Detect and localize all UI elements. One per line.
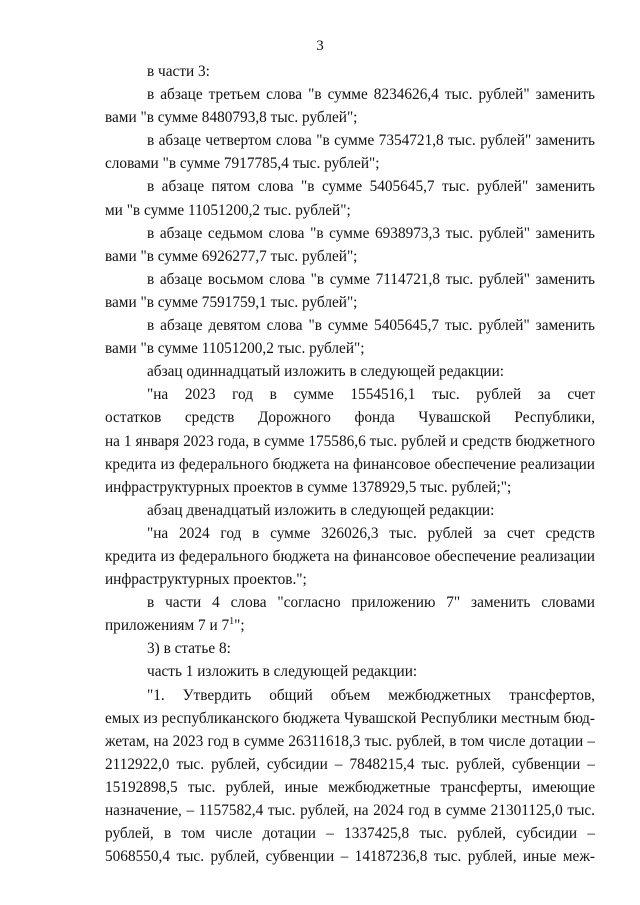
page-number: 3 <box>316 38 324 54</box>
text-line <box>105 822 595 845</box>
text-line <box>105 707 595 730</box>
text-line <box>105 152 595 175</box>
text-line-content: на 1 января 2023 года, в сумме 175586,6 тыс. рублей и средств бюджетного <box>105 432 595 450</box>
text-line <box>105 314 595 337</box>
text-line <box>105 684 595 707</box>
text-line <box>105 776 595 799</box>
text-line-content: вами "в сумме 8480793,8 тыс. рублей"; <box>105 109 358 127</box>
text-line <box>105 799 595 822</box>
text-line <box>105 730 595 753</box>
text-line-content: вами "в сумме 7591759,1 тыс. рублей"; <box>105 293 358 311</box>
text-line-content: в абзаце восьмом слова "в сумме 7114721,8 тыс. рублей" заменить <box>147 270 595 288</box>
text-line-content: в части 3: <box>147 63 210 80</box>
text-line <box>105 129 595 152</box>
document-body <box>105 60 595 868</box>
text-line <box>105 845 595 868</box>
text-line <box>105 453 595 476</box>
text-line <box>105 222 595 245</box>
text-line <box>105 199 595 222</box>
text-line-content: абзац одиннадцатый изложить в следующей редакции: <box>147 363 505 381</box>
text-line-content: "1. Утвердить общий объем межбюджетных трансфертов, <box>147 686 595 704</box>
text-line-content: в абзаце седьмом слова "в сумме 6938973,3 тыс. рублей" заменить <box>147 224 595 242</box>
text-line <box>105 660 595 683</box>
text-line <box>105 291 595 314</box>
text-line-content: кредита из федерального бюджета на финансовое обеспечение реализации <box>105 547 595 565</box>
superscript: 1 <box>229 616 235 628</box>
text-line-content: 2112922,0 тыс. рублей, субсидии – 7848215,4 тыс. рублей, субвенции – <box>105 755 595 773</box>
text-line <box>105 360 595 383</box>
text-line-content: в абзаце пятом слова "в сумме 5405645,7 тыс. рублей" заменить <box>147 178 595 196</box>
text-line-content: вами "в сумме 11051200,2 тыс. рублей"; <box>105 340 365 358</box>
text-line <box>105 545 595 568</box>
text-line-content: назначение, – 1157582,4 тыс. рублей, на 2024 год в сумме 21301125,0 тыс. <box>105 802 595 819</box>
text-line <box>105 522 595 545</box>
text-line <box>105 406 595 429</box>
text-line-content: 15192898,5 тыс. рублей, иные межбюджетные трансферты, имеющие <box>105 778 595 796</box>
text-line-content: приложениям 7 и 7 <box>105 617 230 635</box>
text-line <box>105 499 595 522</box>
text-line-content: в абзаце третьем слова "в сумме 8234626,4 тыс. рублей" заменить <box>147 86 595 104</box>
text-line <box>105 245 595 268</box>
text-line-content: в части 4 слова "согласно приложению 7" заменить словами <box>147 594 595 612</box>
text-line <box>105 637 595 660</box>
text-line-content: словами "в сумме 7917785,4 тыс. рублей"; <box>105 155 380 173</box>
text-line <box>105 60 595 83</box>
text-line-content: в абзаце четвертом слова "в сумме 7354721,8 тыс. рублей" заменить <box>147 132 595 150</box>
text-line <box>105 383 595 406</box>
text-line <box>105 175 595 198</box>
text-line <box>105 268 595 291</box>
text-line <box>105 83 595 106</box>
text-line-content: кредита из федерального бюджета на финансовое обеспечение реализации <box>105 455 595 473</box>
text-line <box>105 753 595 776</box>
text-line-content: абзац двенадцатый изложить в следующей редакции: <box>147 501 495 519</box>
text-line-content: инфраструктурных проектов в сумме 1378929,5 тыс. рублей;"; <box>105 478 512 496</box>
text-line <box>105 430 595 453</box>
text-line <box>105 591 595 614</box>
text-line-content: "на 2023 год в сумме 1554516,1 тыс. рублей за счет <box>147 386 595 404</box>
text-line-content: емых из республиканского бюджета Чувашской Республики местным бюд- <box>105 709 595 727</box>
text-line-content: рублей, в том числе дотации – 1337425,8 тыс. рублей, субсидии – <box>105 825 595 843</box>
text-line-content: инфраструктурных проектов."; <box>105 571 307 589</box>
text-line-content: ми "в сумме 11051200,2 тыс. рублей"; <box>105 201 351 219</box>
text-line <box>105 614 595 637</box>
text-line-content: остатков средств Дорожного фонда Чувашской Республики, <box>105 409 595 427</box>
text-line <box>105 337 595 360</box>
text-line <box>105 568 595 591</box>
text-line-content: 5068550,4 тыс. рублей, субвенции – 14187236,8 тыс. рублей, иные меж- <box>105 848 595 866</box>
text-line-content: в абзаце девятом слова "в сумме 5405645,7 тыс. рублей" заменить <box>147 317 595 335</box>
text-line-suffix: "; <box>234 617 245 635</box>
text-line-content: "на 2024 год в сумме 326026,3 тыс. рублей за счет средств <box>147 524 595 542</box>
text-line-content: жетам, на 2023 год в сумме 26311618,3 тыс. рублей, в том числе дотации – <box>105 732 595 750</box>
text-line-content: вами "в сумме 6926277,7 тыс. рублей"; <box>105 247 358 265</box>
text-line-content: часть 1 изложить в следующей редакции: <box>147 663 418 681</box>
text-line <box>105 476 595 499</box>
text-line-content: 3) в статье 8: <box>147 640 231 658</box>
text-line <box>105 106 595 129</box>
